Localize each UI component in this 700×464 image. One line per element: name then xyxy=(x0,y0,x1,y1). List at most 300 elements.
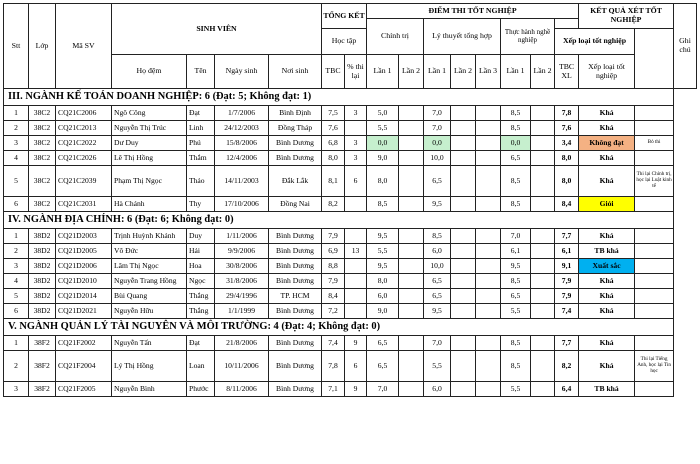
cell-stt: 3 xyxy=(4,136,29,151)
cell-student-given-name: Hoa xyxy=(187,259,215,274)
cell-student-id: CQ21C2031 xyxy=(56,197,112,212)
col-xep-loai-tn: Xếp loại tốt nghiệp xyxy=(579,55,635,89)
cell-student-id: CQ21C2006 xyxy=(56,106,112,121)
cell-classification: Khá xyxy=(579,229,635,244)
cell-retake-pct xyxy=(345,274,367,289)
table-row xyxy=(4,197,697,212)
cell-gpa: 7,8 xyxy=(322,351,345,382)
cell-birth-date: 30/8/2006 xyxy=(215,259,269,274)
cell-student-given-name: Thy xyxy=(187,197,215,212)
table-row xyxy=(4,274,697,289)
results-table xyxy=(3,3,697,397)
cell-theory-3 xyxy=(476,229,501,244)
cell-theory-3 xyxy=(476,121,501,136)
cell-politics-1: 8,5 xyxy=(367,197,399,212)
table-row xyxy=(4,121,697,136)
cell-politics-1: 9,0 xyxy=(367,304,399,319)
cell-stt: 5 xyxy=(4,289,29,304)
cell-classification: Khá xyxy=(579,151,635,166)
cell-theory-1: 6,0 xyxy=(424,382,451,397)
cell-student-given-name: Duy xyxy=(187,229,215,244)
col-ten: Tên xyxy=(187,55,215,89)
cell-gpa: 7,2 xyxy=(322,304,345,319)
col-ma-sv: Mã SV xyxy=(56,4,112,89)
cell-gpa: 8,0 xyxy=(322,151,345,166)
cell-student-id: CQ21F2002 xyxy=(56,336,112,351)
cell-birth-date: 1/11/2006 xyxy=(215,229,269,244)
cell-student-given-name: Đạt xyxy=(187,106,215,121)
cell-practice-2 xyxy=(531,289,555,304)
cell-student-name: Nguyễn Thị Trúc xyxy=(112,121,187,136)
cell-practice-2 xyxy=(531,244,555,259)
cell-practice-1: 6,5 xyxy=(501,151,531,166)
cell-birth-place: Bình Dương xyxy=(269,336,322,351)
cell-classification: Giỏi xyxy=(579,197,635,212)
cell-grade-avg: 6,4 xyxy=(555,382,579,397)
cell-lop: 38C2 xyxy=(29,166,56,197)
cell-theory-2 xyxy=(451,197,476,212)
cell-theory-2 xyxy=(451,136,476,151)
cell-theory-3 xyxy=(476,351,501,382)
cell-birth-date: 17/10/2006 xyxy=(215,197,269,212)
cell-gpa: 8,2 xyxy=(322,197,345,212)
col-ct-lan1: Lần 1 xyxy=(367,55,399,89)
cell-classification: Khá xyxy=(579,274,635,289)
section-title: IV. NGÀNH ĐỊA CHÍNH: 6 (Đạt: 6; Không đạt: 0) xyxy=(4,212,674,229)
section-header xyxy=(4,212,697,229)
cell-birth-date: 9/9/2006 xyxy=(215,244,269,259)
cell-politics-2 xyxy=(399,336,424,351)
cell-grade-avg: 7,4 xyxy=(555,304,579,319)
cell-politics-2 xyxy=(399,136,424,151)
cell-lop: 38C2 xyxy=(29,121,56,136)
cell-birth-place: Bình Dương xyxy=(269,136,322,151)
cell-lop: 38C2 xyxy=(29,136,56,151)
cell-politics-2 xyxy=(399,289,424,304)
cell-retake-pct: 6 xyxy=(345,166,367,197)
col-tbc-xl: TBC XL xyxy=(555,55,579,89)
cell-retake-pct xyxy=(345,304,367,319)
cell-politics-2 xyxy=(399,382,424,397)
cell-theory-2 xyxy=(451,304,476,319)
section-header xyxy=(4,319,697,336)
cell-student-id: CQ21C2026 xyxy=(56,151,112,166)
cell-gpa: 7,4 xyxy=(322,336,345,351)
cell-practice-2 xyxy=(531,197,555,212)
cell-birth-date: 31/8/2006 xyxy=(215,274,269,289)
cell-practice-2 xyxy=(531,151,555,166)
cell-politics-2 xyxy=(399,106,424,121)
header-chinh-tri: Chính trị xyxy=(367,19,424,55)
cell-theory-3 xyxy=(476,151,501,166)
table-row xyxy=(4,259,697,274)
cell-birth-date: 1/7/2006 xyxy=(215,106,269,121)
cell-grade-avg: 7,9 xyxy=(555,289,579,304)
section-title: III. NGÀNH KẾ TOÁN DOANH NGHIỆP: 6 (Đạt: 5; Không đạt: 1) xyxy=(4,89,674,106)
cell-lop: 38F2 xyxy=(29,336,56,351)
cell-stt: 1 xyxy=(4,229,29,244)
cell-practice-1: 8,5 xyxy=(501,121,531,136)
cell-note xyxy=(635,229,674,244)
col-pct-thi-lai: % thi lại xyxy=(345,55,367,89)
cell-lop: 38F2 xyxy=(29,351,56,382)
cell-student-given-name: Thắm xyxy=(187,151,215,166)
cell-gpa: 8,8 xyxy=(322,259,345,274)
cell-practice-1: 5,5 xyxy=(501,382,531,397)
cell-theory-3 xyxy=(476,136,501,151)
cell-grade-avg: 8,0 xyxy=(555,151,579,166)
cell-student-id: CQ21D2010 xyxy=(56,274,112,289)
header-hoc-tap: Học tập xyxy=(322,29,367,55)
cell-practice-2 xyxy=(531,259,555,274)
cell-student-name: Lê Thị Hồng xyxy=(112,151,187,166)
header-diem-thi: ĐIỂM THI TỐT NGHIỆP xyxy=(367,4,579,19)
cell-practice-2 xyxy=(531,304,555,319)
cell-birth-date: 14/11/2003 xyxy=(215,166,269,197)
cell-practice-1: 8,5 xyxy=(501,166,531,197)
cell-politics-1: 0,0 xyxy=(367,136,399,151)
cell-student-given-name: Phú xyxy=(187,136,215,151)
cell-practice-1: 6,5 xyxy=(501,289,531,304)
cell-classification: Khá xyxy=(579,106,635,121)
cell-student-id: CQ21D2014 xyxy=(56,289,112,304)
cell-retake-pct: 9 xyxy=(345,382,367,397)
cell-birth-place: Bình Dương xyxy=(269,151,322,166)
cell-practice-1: 8,5 xyxy=(501,336,531,351)
cell-practice-1: 8,5 xyxy=(501,197,531,212)
cell-student-name: Nguyễn Tấn xyxy=(112,336,187,351)
cell-practice-1: 8,5 xyxy=(501,351,531,382)
cell-gpa: 7,5 xyxy=(322,106,345,121)
cell-birth-date: 12/4/2006 xyxy=(215,151,269,166)
cell-birth-place: Bình Dương xyxy=(269,259,322,274)
cell-stt: 1 xyxy=(4,336,29,351)
col-lt-lan3: Lần 3 xyxy=(476,55,501,89)
col-lt-lan1: Lần 1 xyxy=(424,55,451,89)
cell-student-id: CQ21C2022 xyxy=(56,136,112,151)
cell-birth-date: 24/12/2003 xyxy=(215,121,269,136)
header-tong-ket: TỔNG KẾT xyxy=(322,4,367,29)
cell-note xyxy=(635,336,674,351)
cell-student-id: CQ21D2003 xyxy=(56,229,112,244)
cell-practice-1: 0,0 xyxy=(501,136,531,151)
table-row xyxy=(4,304,697,319)
cell-birth-date: 29/4/1996 xyxy=(215,289,269,304)
cell-gpa: 8,1 xyxy=(322,166,345,197)
cell-stt: 6 xyxy=(4,197,29,212)
cell-student-name: Lâm Thị Ngọc xyxy=(112,259,187,274)
table-row xyxy=(4,136,697,151)
cell-grade-avg: 9,1 xyxy=(555,259,579,274)
cell-politics-1: 9,5 xyxy=(367,259,399,274)
cell-classification: Khá xyxy=(579,351,635,382)
cell-theory-2 xyxy=(451,259,476,274)
cell-practice-1: 9,5 xyxy=(501,259,531,274)
table-row xyxy=(4,336,697,351)
cell-student-given-name: Phước xyxy=(187,382,215,397)
cell-birth-place: Bình Định xyxy=(269,106,322,121)
cell-practice-1: 6,1 xyxy=(501,244,531,259)
col-ghi-chu: Ghi chú xyxy=(674,4,697,89)
cell-politics-2 xyxy=(399,151,424,166)
cell-grade-avg: 3,4 xyxy=(555,136,579,151)
cell-theory-3 xyxy=(476,274,501,289)
cell-lop: 38D2 xyxy=(29,244,56,259)
cell-stt: 1 xyxy=(4,106,29,121)
cell-retake-pct xyxy=(345,259,367,274)
cell-birth-place: TP. HCM xyxy=(269,289,322,304)
cell-theory-2 xyxy=(451,229,476,244)
cell-student-id: CQ21C2039 xyxy=(56,166,112,197)
cell-politics-2 xyxy=(399,121,424,136)
cell-theory-3 xyxy=(476,197,501,212)
cell-stt: 2 xyxy=(4,121,29,136)
cell-student-id: CQ21F2004 xyxy=(56,351,112,382)
cell-practice-1: 7,0 xyxy=(501,229,531,244)
cell-gpa: 7,9 xyxy=(322,229,345,244)
col-ngay-sinh: Ngày sinh xyxy=(215,55,269,89)
cell-note xyxy=(635,382,674,397)
cell-lop: 38D2 xyxy=(29,274,56,289)
cell-theory-1: 8,5 xyxy=(424,229,451,244)
cell-birth-date: 8/11/2006 xyxy=(215,382,269,397)
col-th-lan1: Lần 1 xyxy=(501,55,531,89)
cell-retake-pct: 9 xyxy=(345,336,367,351)
header-sinh-vien: SINH VIÊN xyxy=(112,4,322,55)
cell-practice-1: 5,5 xyxy=(501,304,531,319)
cell-theory-2 xyxy=(451,289,476,304)
cell-practice-1: 8,5 xyxy=(501,274,531,289)
cell-student-name: Ngô Công xyxy=(112,106,187,121)
cell-theory-1: 0,0 xyxy=(424,136,451,151)
section-title: V. NGÀNH QUẢN LÝ TÀI NGUYÊN VÀ MÔI TRƯỜNG: 4 (Đạt: 4; Không đạt: 0) xyxy=(4,319,674,336)
cell-note xyxy=(635,121,674,136)
cell-practice-2 xyxy=(531,106,555,121)
cell-student-given-name: Đạt xyxy=(187,336,215,351)
cell-classification: Khá xyxy=(579,336,635,351)
cell-note: Thi lại Tiếng Anh, học lại Tin học xyxy=(635,351,674,382)
cell-theory-1: 6,5 xyxy=(424,274,451,289)
cell-retake-pct xyxy=(345,121,367,136)
cell-student-given-name: Hải xyxy=(187,244,215,259)
cell-theory-2 xyxy=(451,166,476,197)
cell-retake-pct xyxy=(345,197,367,212)
cell-note xyxy=(635,197,674,212)
cell-note xyxy=(635,274,674,289)
cell-politics-2 xyxy=(399,259,424,274)
cell-lop: 38D2 xyxy=(29,304,56,319)
cell-theory-1: 6,0 xyxy=(424,244,451,259)
cell-gpa: 6,8 xyxy=(322,136,345,151)
cell-grade-avg: 7,8 xyxy=(555,106,579,121)
cell-note xyxy=(635,289,674,304)
cell-birth-place: Bình Dương xyxy=(269,351,322,382)
cell-practice-1: 8,5 xyxy=(501,106,531,121)
section-header xyxy=(4,89,697,106)
cell-note xyxy=(635,259,674,274)
cell-grade-avg: 8,2 xyxy=(555,351,579,382)
cell-politics-2 xyxy=(399,351,424,382)
cell-student-id: CQ21D2006 xyxy=(56,259,112,274)
cell-practice-2 xyxy=(531,229,555,244)
table-row xyxy=(4,151,697,166)
cell-theory-3 xyxy=(476,106,501,121)
cell-student-id: CQ21F2005 xyxy=(56,382,112,397)
cell-politics-2 xyxy=(399,229,424,244)
table-row xyxy=(4,244,697,259)
cell-theory-1: 9,5 xyxy=(424,197,451,212)
cell-classification: Không đạt xyxy=(579,136,635,151)
cell-lop: 38D2 xyxy=(29,259,56,274)
cell-classification: Khá xyxy=(579,166,635,197)
cell-politics-1: 9,0 xyxy=(367,151,399,166)
cell-theory-3 xyxy=(476,259,501,274)
cell-birth-place: Bình Dương xyxy=(269,229,322,244)
cell-stt: 4 xyxy=(4,274,29,289)
cell-retake-pct xyxy=(345,289,367,304)
cell-classification: TB khá xyxy=(579,244,635,259)
table-row xyxy=(4,166,697,197)
cell-student-name: Võ Đức xyxy=(112,244,187,259)
cell-politics-1: 6,5 xyxy=(367,336,399,351)
col-ct-lan2: Lần 2 xyxy=(399,55,424,89)
cell-student-name: Phạm Thị Ngọc xyxy=(112,166,187,197)
cell-student-name: Nguyễn Bình xyxy=(112,382,187,397)
header-thuc-hanh: Thực hành nghề nghiệp xyxy=(501,19,555,55)
cell-note xyxy=(635,304,674,319)
cell-practice-2 xyxy=(531,166,555,197)
cell-lop: 38C2 xyxy=(29,197,56,212)
cell-politics-1: 8,0 xyxy=(367,274,399,289)
cell-theory-2 xyxy=(451,106,476,121)
cell-politics-2 xyxy=(399,304,424,319)
cell-theory-1: 5,5 xyxy=(424,351,451,382)
cell-student-id: CQ21C2013 xyxy=(56,121,112,136)
cell-politics-1: 6,0 xyxy=(367,289,399,304)
cell-theory-1: 10,0 xyxy=(424,259,451,274)
cell-birth-place: Bình Dương xyxy=(269,382,322,397)
cell-birth-place: Bình Dương xyxy=(269,274,322,289)
cell-retake-pct: 6 xyxy=(345,351,367,382)
cell-lop: 38D2 xyxy=(29,229,56,244)
cell-politics-1: 5,5 xyxy=(367,121,399,136)
cell-retake-pct: 3 xyxy=(345,151,367,166)
cell-classification: Khá xyxy=(579,289,635,304)
cell-birth-date: 15/8/2006 xyxy=(215,136,269,151)
cell-grade-avg: 8,4 xyxy=(555,197,579,212)
cell-note xyxy=(635,244,674,259)
col-th-lan2: Lần 2 xyxy=(531,55,555,89)
table-row xyxy=(4,289,697,304)
col-tbc: TBC xyxy=(322,55,345,89)
cell-retake-pct: 13 xyxy=(345,244,367,259)
cell-politics-1: 9,5 xyxy=(367,229,399,244)
cell-theory-1: 7,0 xyxy=(424,106,451,121)
cell-lop: 38D2 xyxy=(29,289,56,304)
header-ly-thuyet: Lý thuyết tổng hợp xyxy=(424,19,501,55)
cell-birth-date: 10/11/2006 xyxy=(215,351,269,382)
cell-theory-2 xyxy=(451,244,476,259)
cell-student-name: Dư Duy xyxy=(112,136,187,151)
cell-theory-2 xyxy=(451,336,476,351)
col-lt-lan2: Lần 2 xyxy=(451,55,476,89)
cell-stt: 3 xyxy=(4,259,29,274)
table-row xyxy=(4,351,697,382)
cell-lop: 38F2 xyxy=(29,382,56,397)
cell-practice-2 xyxy=(531,136,555,151)
cell-politics-1: 5,5 xyxy=(367,244,399,259)
cell-practice-2 xyxy=(531,351,555,382)
cell-stt: 2 xyxy=(4,244,29,259)
header-xep-loai: Xếp loại tốt nghiệp xyxy=(555,29,635,55)
cell-theory-2 xyxy=(451,274,476,289)
cell-theory-1: 7,0 xyxy=(424,336,451,351)
cell-student-given-name: Loan xyxy=(187,351,215,382)
cell-theory-3 xyxy=(476,304,501,319)
cell-lop: 38C2 xyxy=(29,151,56,166)
cell-politics-2 xyxy=(399,166,424,197)
cell-birth-place: Đồng Tháp xyxy=(269,121,322,136)
cell-student-name: Lý Thị Hồng xyxy=(112,351,187,382)
cell-gpa: 7,1 xyxy=(322,382,345,397)
cell-politics-1: 6,5 xyxy=(367,351,399,382)
cell-practice-2 xyxy=(531,274,555,289)
cell-practice-2 xyxy=(531,336,555,351)
table-row xyxy=(4,106,697,121)
cell-retake-pct: 3 xyxy=(345,106,367,121)
header-ket-qua: KẾT QUẢ XÉT TỐT NGHIỆP xyxy=(579,4,674,29)
cell-theory-2 xyxy=(451,151,476,166)
cell-theory-1: 9,5 xyxy=(424,304,451,319)
cell-theory-2 xyxy=(451,382,476,397)
cell-theory-3 xyxy=(476,289,501,304)
cell-note: Thi lại Chính trị, học lại Luật kinh tế xyxy=(635,166,674,197)
cell-theory-1: 7,0 xyxy=(424,121,451,136)
table-row xyxy=(4,229,697,244)
col-lop: Lớp xyxy=(29,4,56,89)
cell-student-given-name: Thảo xyxy=(187,166,215,197)
cell-student-name: Nguyễn Trang Hồng xyxy=(112,274,187,289)
cell-student-name: Hà Chánh xyxy=(112,197,187,212)
cell-note xyxy=(635,106,674,121)
cell-stt: 4 xyxy=(4,151,29,166)
cell-theory-1: 6,5 xyxy=(424,289,451,304)
cell-birth-place: Đắk Lắk xyxy=(269,166,322,197)
cell-student-given-name: Thắng xyxy=(187,304,215,319)
cell-student-name: Nguyễn Hữu xyxy=(112,304,187,319)
cell-birth-place: Đồng Nai xyxy=(269,197,322,212)
cell-gpa: 6,9 xyxy=(322,244,345,259)
cell-grade-avg: 8,0 xyxy=(555,166,579,197)
cell-theory-2 xyxy=(451,351,476,382)
cell-grade-avg: 7,7 xyxy=(555,336,579,351)
cell-grade-avg: 7,6 xyxy=(555,121,579,136)
cell-classification: Khá xyxy=(579,121,635,136)
cell-theory-1: 6,5 xyxy=(424,166,451,197)
cell-retake-pct xyxy=(345,229,367,244)
col-ho-dem: Họ đệm xyxy=(112,55,187,89)
cell-birth-place: Bình Dương xyxy=(269,244,322,259)
cell-gpa: 8,4 xyxy=(322,289,345,304)
cell-theory-3 xyxy=(476,336,501,351)
cell-stt: 5 xyxy=(4,166,29,197)
cell-theory-2 xyxy=(451,121,476,136)
cell-birth-place: Bình Dương xyxy=(269,304,322,319)
cell-classification: TB khá xyxy=(579,382,635,397)
cell-birth-date: 1/1/1999 xyxy=(215,304,269,319)
cell-theory-3 xyxy=(476,382,501,397)
cell-student-name: Bùi Quang xyxy=(112,289,187,304)
